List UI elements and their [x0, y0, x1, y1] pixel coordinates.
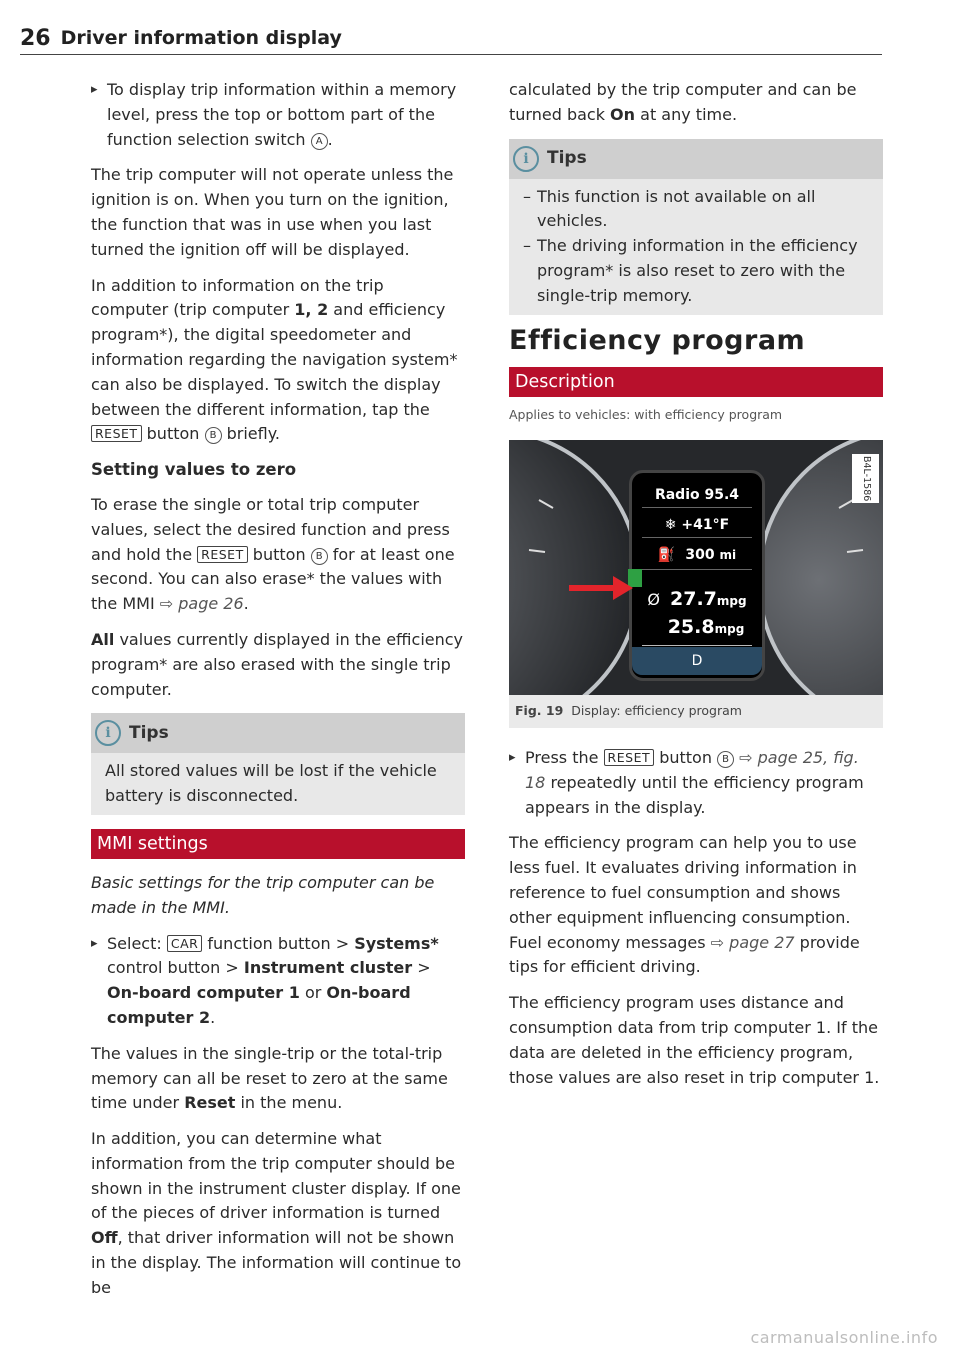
temperature-readout: ❄ +41°F — [664, 517, 730, 534]
running-title: Driver information display — [60, 27, 342, 49]
figure-caption: Fig. 19 Display: efficiency program — [509, 695, 883, 728]
paragraph-efficiency-help: The efficiency program can help you to use less fuel. It evaluates driving information in reference to fuel consumption and shows other equipment influencing consumption. Fuel economy messages ⇨ page 27 provide tips for efficient driving. — [509, 833, 860, 977]
tips-box — [91, 713, 465, 815]
page-reference-link[interactable]: ⇨ page 26 — [159, 594, 244, 614]
paragraph-continued: calculated by the trip computer and can be turned back On at any time. — [509, 80, 857, 124]
reset-key-label: RESET — [91, 425, 142, 442]
callout-b-icon: B — [717, 751, 734, 768]
instruction-display-trip: ▸ To display trip information within a memory level, press the top or bottom part of the function selection switch A . — [91, 78, 465, 152]
mmi-intro: Basic settings for the trip computer can be made in the MMI. — [91, 872, 435, 917]
paragraph-determine-info: In addition, you can determine what information from the trip computer should be shown in the instrument cluster display. If one of the pieces of driver information is turned Off, that driver information will not be shown in the display. The information will continue to be — [91, 1129, 462, 1297]
info-icon: i — [513, 146, 539, 172]
reset-key-label: RESET — [604, 749, 655, 766]
callout-b-icon: B — [311, 548, 328, 565]
tips-header: i Tips — [509, 139, 883, 179]
range-readout: ⛽ 300 mi — [657, 547, 737, 564]
tips-header: i Tips — [91, 713, 465, 753]
paragraph-reset-menu: The values in the single-trip or the total-trip memory can all be reset to zero at the same time under Reset in the menu. — [91, 1043, 448, 1113]
page-header — [20, 22, 882, 55]
gear-indicator: D — [632, 647, 762, 675]
car-key-label: CAR — [167, 935, 202, 952]
heading-efficiency-program: Efficiency program — [509, 324, 806, 356]
red-arrow-icon — [509, 440, 883, 695]
section-mmi-settings: MMI settings — [91, 829, 465, 859]
left-column — [91, 78, 465, 1312]
paragraph-efficiency-data: The efficiency program uses distance and consumption data from trip computer 1. If the data are deleted in the efficiency program, those values are also reset in trip computer 1. — [509, 993, 880, 1087]
paragraph-erase: To erase the single or total trip computer values, select the desired function and press and hold the RESET button B for at least one second. You can also erase* the values with the MMI ⇨ page 26. — [91, 494, 455, 614]
section-description: Description — [509, 367, 883, 397]
watermark: carmanualsonline.info — [750, 1328, 938, 1347]
tips-text: All stored values will be lost if the vehicle battery is disconnected. — [105, 761, 437, 806]
page-reference-link[interactable]: ⇨ page 25, fig. 18 — [525, 747, 859, 792]
figure-code: B4L-1586 — [852, 454, 879, 503]
info-icon: i — [95, 720, 121, 746]
callout-b-icon: B — [205, 427, 222, 444]
callout-a-icon: A — [311, 133, 328, 150]
paragraph-ignition: The trip computer will not operate unless the ignition is on. When you turn on the ignition, the function that was in use when you last turned the ignition off will be displayed. — [91, 165, 454, 259]
paragraph-additional-info: In addition to information on the trip computer (trip computer 1, 2 and efficiency program*), the digital speedometer and information regarding the navigation system* can also be displayed. To switch the display between the different information, tap the RESET button B briefly. — [91, 275, 458, 444]
page-number: 26 — [20, 25, 51, 51]
instruction-mmi-select: ▸ Select: CAR function button > Systems* control button > Instrument cluster > On-board computer 1 or On-board computer 2. — [91, 932, 465, 1031]
right-column — [509, 78, 883, 1101]
applies-to-note: Applies to vehicles: with efficiency program — [509, 407, 783, 423]
tip-item: – This function is not available on all vehicles. — [523, 185, 869, 235]
tip-item: – The driving information in the efficiency program* is also reset to zero with the single-trip memory. — [523, 234, 869, 308]
subheading-zero: Setting values to zero — [91, 460, 297, 480]
instruction-press-reset: ▸ Press the RESET button B ⇨ page 25, fig. 18 repeatedly until the efficiency program appears in the display. — [509, 746, 883, 820]
average-consumption-2: 25.8mpg — [667, 616, 745, 639]
fuel-pump-icon: ⛽ — [657, 547, 676, 564]
reset-key-label: RESET — [197, 546, 248, 563]
average-consumption-1: Ø 27.7mpg — [647, 588, 747, 611]
page-reference-link[interactable]: ⇨ page 27 — [710, 932, 795, 952]
paragraph-all-values: All values currently displayed in the efficiency program* are also erased with the single trip computer. — [91, 629, 464, 699]
figure-efficiency-display — [509, 440, 883, 695]
tips-box — [509, 139, 883, 315]
radio-readout: Radio 95.4 — [654, 487, 740, 504]
